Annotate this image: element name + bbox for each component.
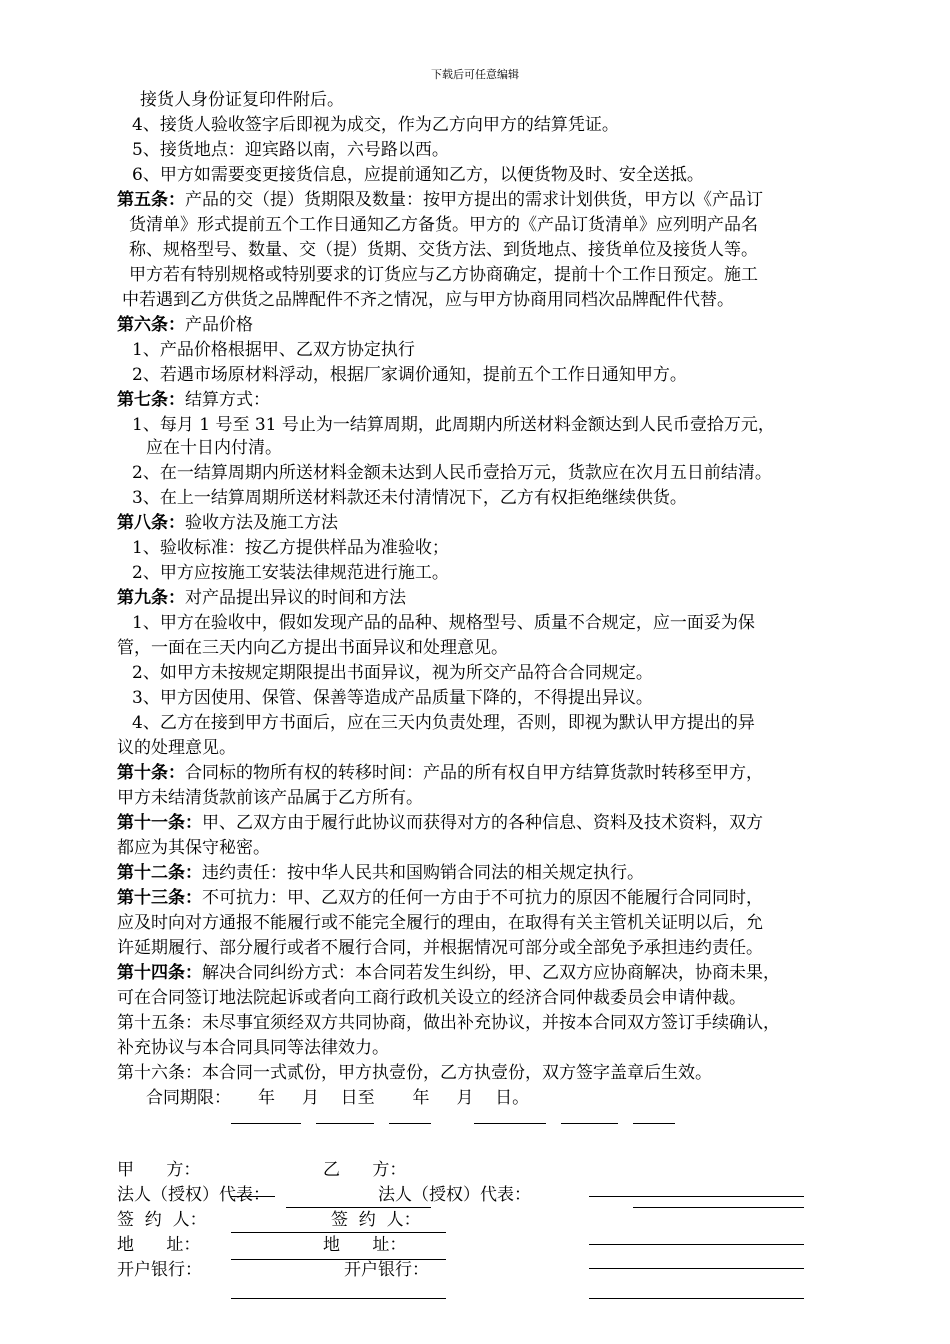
signature-line [589,1268,804,1269]
line-text: 可在合同签订地法院起诉或者向工商行政机关设立的经济合同仲裁委员会申请仲裁。 [117,988,746,1008]
clause-number: 第十一条： [117,813,202,833]
contract-line [117,511,338,535]
contract-line [132,711,755,735]
contract-line [117,388,270,412]
contract-line [117,861,644,885]
contract-line [132,461,772,485]
line-text: 验收方法及施工方法 [185,513,338,533]
contract-line [117,1011,780,1035]
contract-line [117,786,423,810]
strike-line [231,1196,275,1197]
line-text: 不可抗力：甲、乙双方的任何一方由于不可抗力的原因不能履行合同同时， [202,888,763,908]
contract-line [132,661,653,685]
line-text: 4、乙方在接到甲方书面后，应在三天内负责处理，否则，即视为默认甲方提出的异 [132,713,755,733]
contract-line [132,163,704,187]
line-text: 甲、乙双方由于履行此协议而获得对方的各种信息、资料及技术资料，双方 [202,813,763,833]
line-text: 1、验收标准：按乙方提供样品为准验收； [132,538,449,558]
clause-number: 第八条： [117,513,185,533]
line-text: 合同标的物所有权的转移时间：产品的所有权自甲方结算货款时转移至甲方， [185,763,763,783]
party-a-bank-label: 开户银行： [117,1260,202,1280]
party-b-signer-label: 签 约 人： [331,1210,421,1230]
clause-number: 第九条： [117,588,185,608]
line-text: 1、甲方在验收中，假如发现产品的品种、规格型号、质量不合规定，应一面妥为保 [132,613,755,633]
clause-number: 第七条： [117,390,185,410]
line-text: 1、每月 1 号至 31 号止为一结算周期，此周期内所送材料金额达到人民币壹拾万元， [132,415,775,435]
party-b-bank-label: 开户银行： [344,1260,429,1280]
signature-line [633,1207,804,1208]
contract-line [117,188,763,212]
page-header: 下载后可任意编辑 [431,68,519,81]
line-text: 2、甲方应按施工安装法律规范进行施工。 [132,563,449,583]
contract-line [132,113,619,137]
line-text: 应在十日内付清。 [146,438,282,458]
contract-line [132,536,449,560]
date-underline [561,1123,618,1124]
signature-line [231,1298,446,1299]
date-underline [633,1123,675,1124]
line-text: 许延期履行、部分履行或者不履行合同，并根据情况可部分或全部免予承担违约责任。 [117,938,763,958]
signature-line [286,1207,431,1208]
line-text: 称、规格型号、数量、交（提）货期、交货方法、到货地点、接货单位及接货人等。 [129,240,758,260]
contract-line [117,1036,389,1060]
signature-line [231,1232,446,1233]
contract-line [117,886,763,910]
date-underline [474,1123,546,1124]
line-text: 产品价格 [185,315,253,335]
signature-line [589,1244,804,1245]
clause-number: 第十条： [117,763,185,783]
contract-line [132,138,449,162]
party-a-rep-label: 法人（授权）代表： [117,1185,270,1205]
contract-line [146,436,282,460]
contract-line [132,413,775,437]
line-text: 应及时向对方通报不能履行或不能完全履行的理由，在取得有关主管机关证明以后，允 [117,913,763,933]
contract-line [117,636,508,660]
line-text: 违约责任：按中华人民共和国购销合同法的相关规定执行。 [202,863,644,883]
line-text: 2、如甲方未按规定期限提出书面异议，视为所交产品符合合同规定。 [132,663,653,683]
clause-number: 第十二条： [117,863,202,883]
line-text: 5、接货地点：迎宾路以南，六号路以西。 [132,140,449,160]
line-text: 甲方未结清货款前该产品属于乙方所有。 [117,788,423,808]
line-text: 接货人身份证复印件附后。 [140,90,344,110]
contract-line [132,338,415,362]
contract-line [129,213,758,237]
date-underline [389,1123,431,1124]
party-b-address-label: 地 址： [323,1235,407,1255]
line-text: 甲方若有特别规格或特别要求的订货应与乙方协商确定，提前十个工作日预定。施工 [129,265,758,285]
line-text: 2、若遇市场原材料浮动，根据厂家调价通知，提前五个工作日通知甲方。 [132,365,687,385]
contract-line [132,486,687,510]
contract-line [132,611,755,635]
line-text: 4、接货人验收签字后即视为成交，作为乙方向甲方的结算凭证。 [132,115,619,135]
line-text: 议的处理意见。 [117,738,236,758]
contract-line [132,561,449,585]
contract-line [117,811,763,835]
line-text: 2、在一结算周期内所送材料金额未达到人民币壹拾万元，货款应在次月五日前结清。 [132,463,772,483]
line-text: 结算方式： [185,390,270,410]
clause-number: 第十四条： [117,963,202,983]
line-text: 都应为其保守秘密。 [117,838,270,858]
date-underline [316,1123,374,1124]
line-text: 货清单》形式提前五个工作日通知乙方备货。甲方的《产品订货清单》应列明产品名 [129,215,758,235]
contract-line [117,836,270,860]
contract-line [117,761,763,785]
contract-line [140,88,344,112]
line-text: 第十五条：未尽事宜须经双方共同协商，做出补充协议，并按本合同双方签订手续确认， [117,1013,780,1033]
contract-line [132,363,687,387]
line-text: 对产品提出异议的时间和方法 [185,588,406,608]
contract-line [117,313,253,337]
contract-line [132,686,653,710]
contract-line [117,911,763,935]
signature-line [589,1298,804,1299]
party-a-label: 甲 方： [117,1160,201,1180]
party-b-label: 乙 方： [323,1160,407,1180]
contract-line [129,263,758,287]
party-a-address-label: 地 址： [117,1235,201,1255]
party-a-signer-label: 签 约 人： [117,1210,207,1230]
line-text: 中若遇到乙方供货之品牌配件不齐之情况，应与甲方协商用同档次品牌配件代替。 [122,290,734,310]
contract-line [129,238,758,262]
clause-number: 第五条： [117,190,185,210]
contract-line [117,736,236,760]
contract-line [117,986,746,1010]
contract-line [117,1061,712,1085]
line-text: 管，一面在三天内向乙方提出书面异议和处理意见。 [117,638,508,658]
line-text: 合同期限： 年 月 日至 年 月 日。 [146,1088,530,1108]
line-text: 1、产品价格根据甲、乙双方协定执行 [132,340,415,360]
clause-number: 第十三条： [117,888,202,908]
line-text: 6、甲方如需要变更接货信息，应提前通知乙方，以便货物及时、安全送抵。 [132,165,704,185]
line-text: 解决合同纠纷方式：本合同若发生纠纷，甲、乙双方应协商解决，协商未果， [202,963,780,983]
date-underline [231,1123,301,1124]
line-text: 产品的交（提）货期限及数量：按甲方提出的需求计划供货，甲方以《产品订 [185,190,763,210]
signature-line [589,1196,804,1197]
party-b-rep-label: 法人（授权）代表： [378,1185,531,1205]
line-text: 3、甲方因使用、保管、保善等造成产品质量下降的，不得提出异议。 [132,688,653,708]
contract-line [117,961,780,985]
contract-line [122,288,734,312]
line-text: 第十六条：本合同一式贰份，甲方执壹份，乙方执壹份，双方签字盖章后生效。 [117,1063,712,1083]
contract-line [146,1086,529,1110]
line-text: 补充协议与本合同具同等法律效力。 [117,1038,389,1058]
contract-line [117,936,763,960]
line-text: 3、在上一结算周期所送材料款还未付清情况下，乙方有权拒绝继续供货。 [132,488,687,508]
clause-number: 第六条： [117,315,185,335]
signature-line [231,1259,446,1260]
contract-line [117,586,406,610]
